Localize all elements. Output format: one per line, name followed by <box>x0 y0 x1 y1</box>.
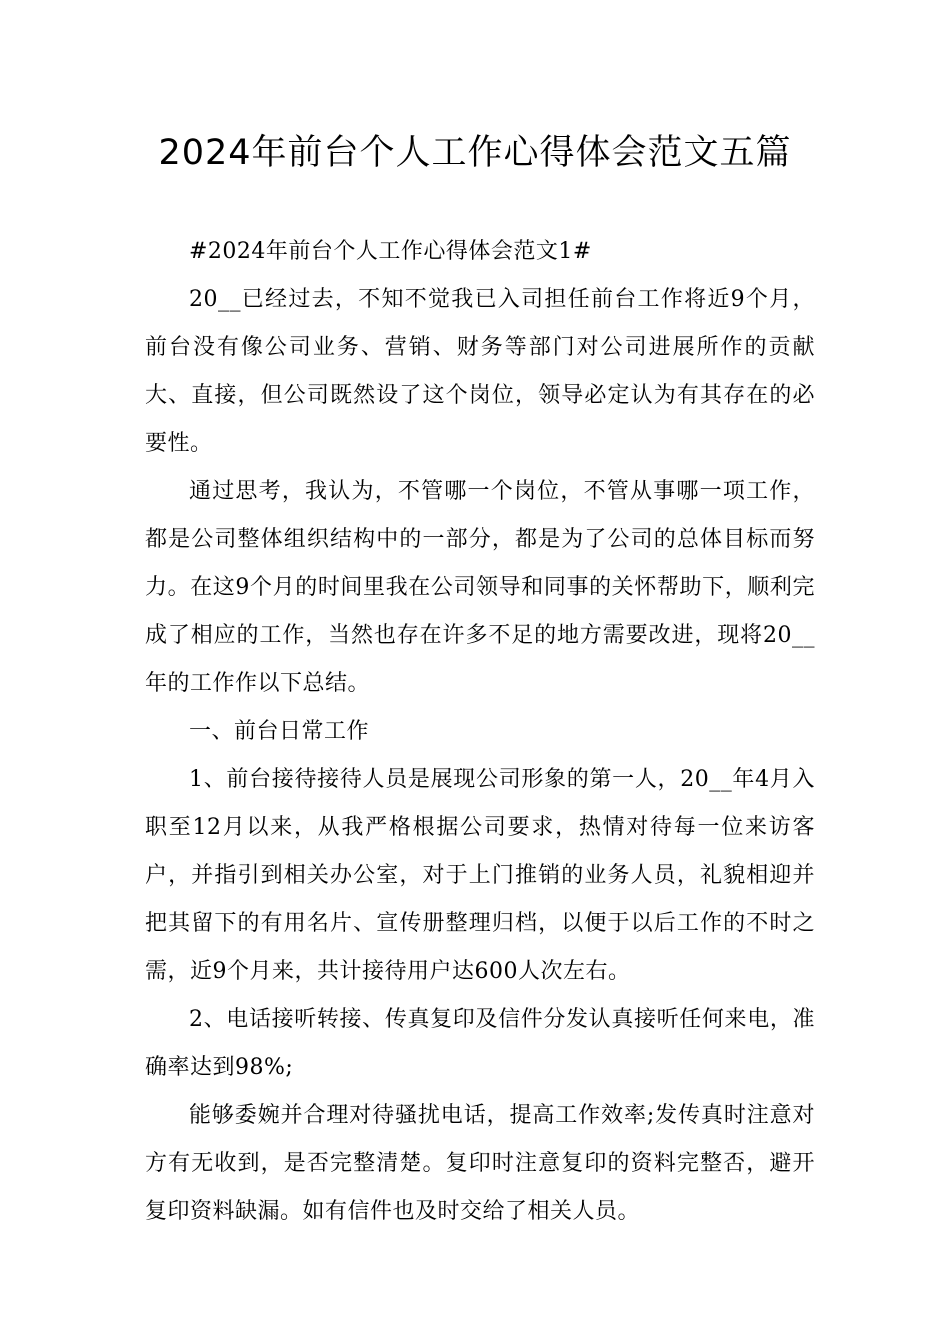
paragraph: 20__已经过去，不知不觉我已入司担任前台工作将近9个月，前台没有像公司业务、营销、财务等部门对公司进展所作的贡献大、直接，但公司既然设了这个岗位，领导必定认为有其存在的必要性。 <box>145 287 815 456</box>
document-title: 2024年前台个人工作心得体会范文五篇 <box>158 133 792 173</box>
document-body <box>145 228 815 1236</box>
subsection-heading: 一、前台日常工作 <box>189 719 370 744</box>
section-heading-1: #2024年前台个人工作心得体会范文1# <box>189 239 592 264</box>
paragraph: 通过思考，我认为，不管哪一个岗位，不管从事哪一项工作，都是公司整体组织结构中的一部分，都是为了公司的总体目标而努力。在这9个月的时间里我在公司领导和同事的关怀帮助下，顺利完成了相应的工作，当然也存在许多不足的地方需要改进，现将20__年的工作作以下总结。 <box>145 479 815 696</box>
paragraph: 2、电话接听转接、传真复印及信件分发认真接听任何来电，准确率达到98%; <box>145 1007 815 1080</box>
paragraph: 1、前台接待接待人员是展现公司形象的第一人，20__年4月入职至12月以来，从我严格根据公司要求，热情对待每一位来访客户，并指引到相关办公室，对于上门推销的业务人员，礼貌相迎并把其留下的有用名片、宣传册整理归档，以便于以后工作的不时之需，近9个月来，共计接待用户达600人次左右。 <box>145 767 815 984</box>
paragraph: 能够委婉并合理对待骚扰电话，提高工作效率;发传真时注意对方有无收到，是否完整清楚。复印时注意复印的资料完整否，避开复印资料缺漏。如有信件也及时交给了相关人员。 <box>145 1103 815 1224</box>
